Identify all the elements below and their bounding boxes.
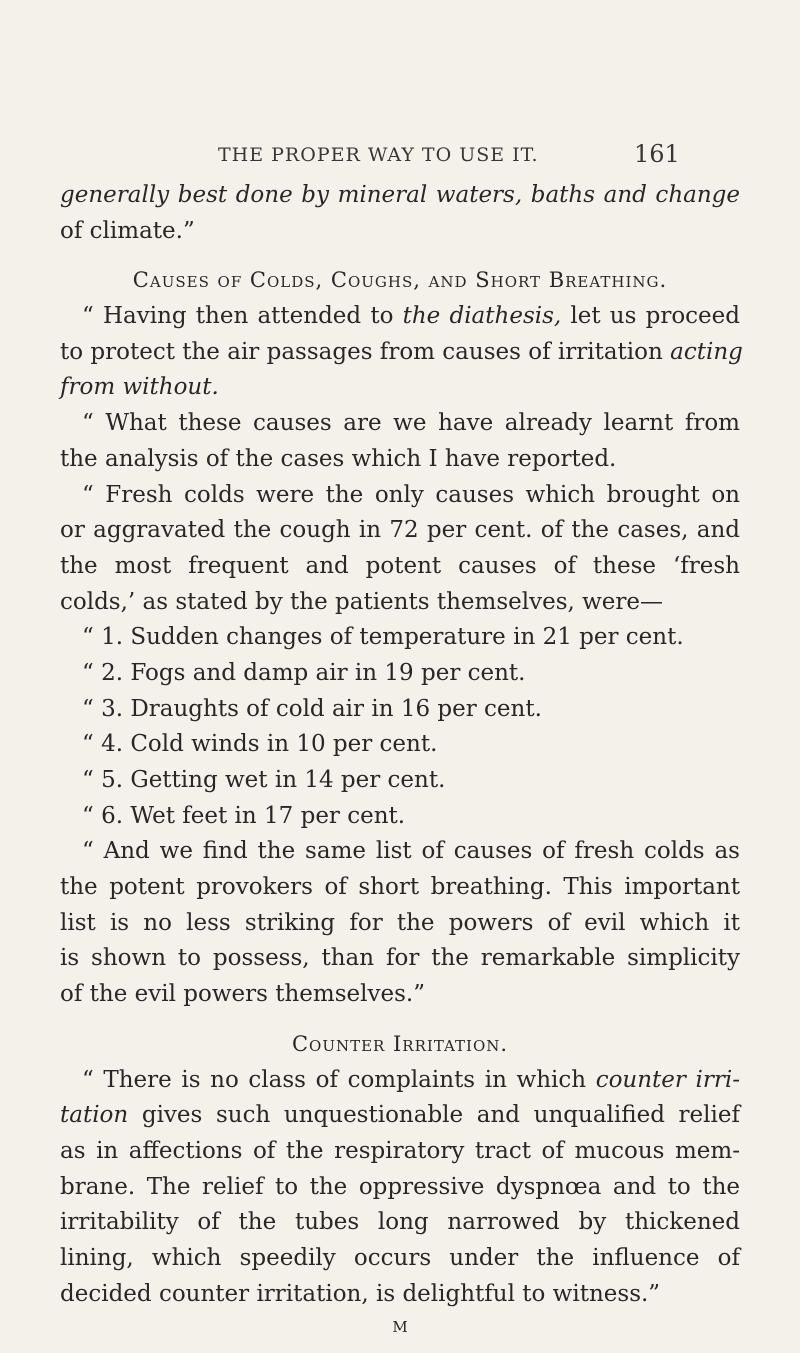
cause-list-item: “ 4. Cold winds in 10 per cent. [82, 731, 438, 758]
para4-line2: or aggravated the cough in 72 per cent. of the cases, and [60, 517, 740, 544]
para1-line2: of climate.” [60, 217, 195, 244]
page-header [0, 140, 800, 170]
para5-line3: list is no less striking for the powers of evil which it [60, 909, 740, 936]
cause-list-item: “ 5. Getting wet in 14 per cent. [82, 767, 446, 793]
para5-line5: of the evil powers themselves.” [60, 981, 425, 1008]
para4-line1: “ Fresh colds were the only causes which brought on [82, 481, 740, 508]
cause-list-item: “ 6. Wet feet in 17 per cent. [82, 802, 406, 829]
para2-line1: “ Having then attended to the diathesis, let us proceed [82, 303, 741, 330]
para6-line2: tation gives such unquestionable and unqualified relief [60, 1102, 740, 1129]
para6-line5: irritability of the tubes long narrowed by thickened [60, 1209, 740, 1236]
para3-line2: the analysis of the cases which I have reported. [60, 445, 617, 472]
para3-line1: “ What these causes are we have already learnt from [82, 410, 740, 437]
para5-line2: the potent provokers of short breathing. This important [60, 874, 740, 901]
para5-line1: “ And we find the same list of causes of fresh colds as [82, 838, 740, 865]
para1-line1: generally best done by mineral waters, baths and change [60, 182, 740, 208]
cause-list-item: “ 2. Fogs and damp air in 19 per cent. [82, 659, 526, 686]
para6-line4: brane. The relief to the oppressive dyspnœa and to the [60, 1173, 740, 1200]
para2-line3: from without. [60, 374, 219, 401]
para6-line1: “ There is no class of complaints in which counter irri- [82, 1066, 740, 1093]
para2-line2: to protect the air passages from causes of irritation acting [60, 338, 743, 365]
page-body [60, 178, 743, 1342]
para6-line7: decided counter irritation, is delightful to witness.” [60, 1280, 661, 1307]
running-head: THE PROPER WAY TO USE IT. [218, 144, 539, 166]
page-number: 161 [634, 140, 680, 168]
cause-list-item: “ 1. Sudden changes of temperature in 21 per cent. [82, 624, 684, 651]
para4-line3: the most frequent and potent causes of these ‘fresh [60, 552, 740, 579]
para6-line3: as in affections of the respiratory tract of mucous mem- [60, 1137, 740, 1164]
para5-line4: is shown to possess, than for the remarkable simplicity [60, 945, 740, 972]
cause-list-item: “ 3. Draughts of cold air in 16 per cent. [82, 695, 542, 722]
para6-line6: lining, which speedily occurs under the influence of [60, 1244, 740, 1271]
section-heading-causes: Causes of Colds, Coughs, and Short Breathing. [132, 268, 668, 293]
signature-mark: M [392, 1318, 408, 1337]
section-heading-counter-irritation: Counter Irritation. [291, 1031, 509, 1056]
para4-line4: colds,’ as stated by the patients themselves, were— [60, 588, 664, 615]
